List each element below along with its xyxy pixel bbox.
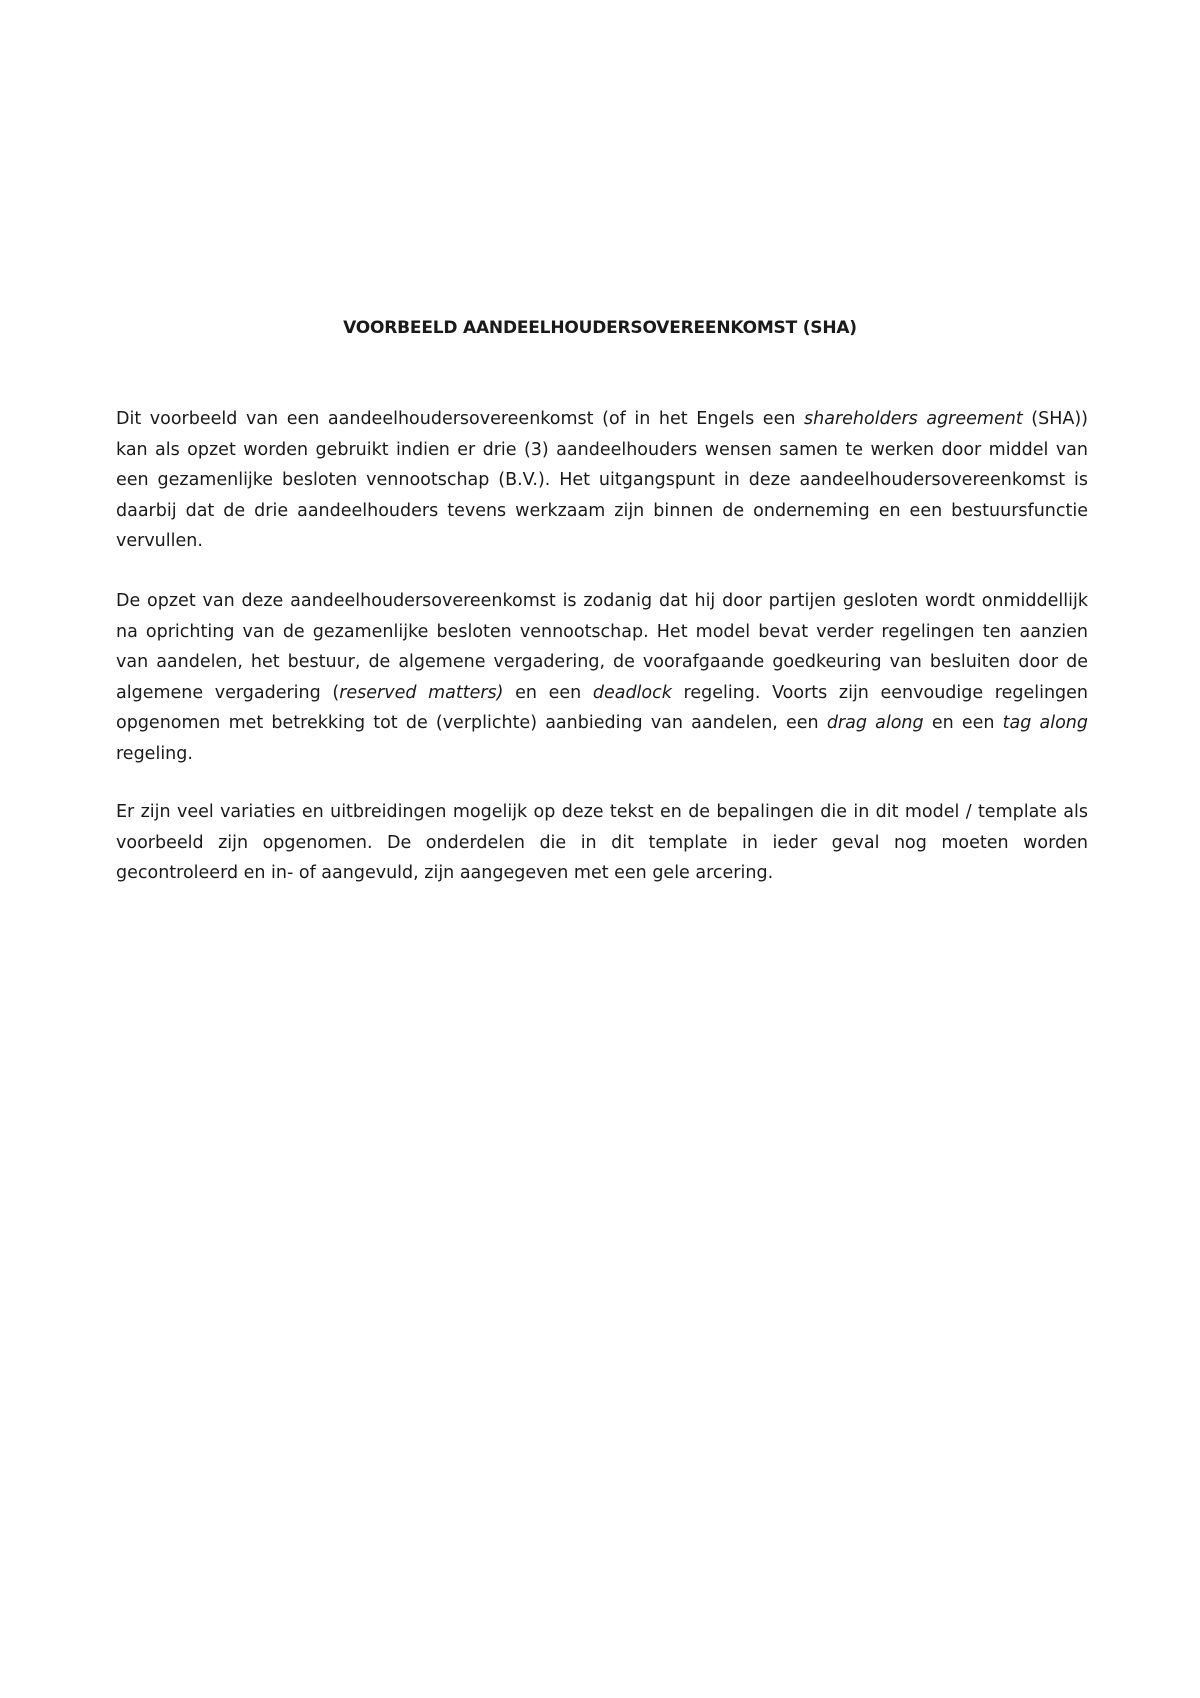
italic-term: deadlock [592, 682, 672, 703]
italic-term: tag along [1002, 713, 1088, 733]
paragraph-text: en een [923, 713, 1003, 733]
variations-paragraph: Er zijn veel variaties en uitbreidingen mogelijk op deze tekst en de bepalingen die in dit model / template als voorbeeld zijn opgenomen. De onderdelen die in dit template in ieder geval nog moeten worden gecontroleerd en in- of aangevuld, zijn aangegeven met een gele arcering. [116, 802, 1088, 883]
paragraph-text: Dit voorbeeld van een aandeelhoudersovereenkomst (of in het Engels een [116, 409, 805, 429]
paragraph-text: regeling. Voorts zijn eenvoudige regelingen opgenomen met betrekking tot de (verplichte) aanbieding van aandelen, een [116, 682, 1089, 733]
paragraph-text: De opzet van deze aandeelhoudersovereenkomst is zodanig dat hij door partijen gesloten wordt onmiddellijk na oprichting van de gezamenlijke besloten vennootschap. Het model bevat verder regelingen ten aanzien van aandelen, het bestuur, de algemene vergadering, de voorafgaande goedkeuring van besluiten door de algemene vergadering ( [116, 591, 1088, 703]
paragraph-text: (SHA)) kan als opzet worden gebruikt indien er drie (3) aandeelhouders wensen samen te werken door middel van een gezamenlijke besloten vennootschap (B.V.). Het uitgangspunt in deze aandeelhoudersovereenkomst is daarbij dat de drie aandeelhouders tevens werkzaam zijn binnen de onderneming en een bestuursfunctie vervullen. [116, 409, 1088, 551]
intro-paragraph [116, 404, 1088, 557]
paragraph-text: regeling. [116, 743, 193, 764]
structure-paragraph [116, 586, 1088, 769]
paragraph-text: en een [503, 682, 593, 703]
italic-term: drag along [826, 713, 924, 733]
document-title: VOORBEELD AANDEELHOUDERSOVEREENKOMST (SHA) [343, 318, 857, 338]
italic-term: shareholders agreement [804, 409, 1023, 429]
italic-term: reserved matters) [339, 682, 504, 703]
